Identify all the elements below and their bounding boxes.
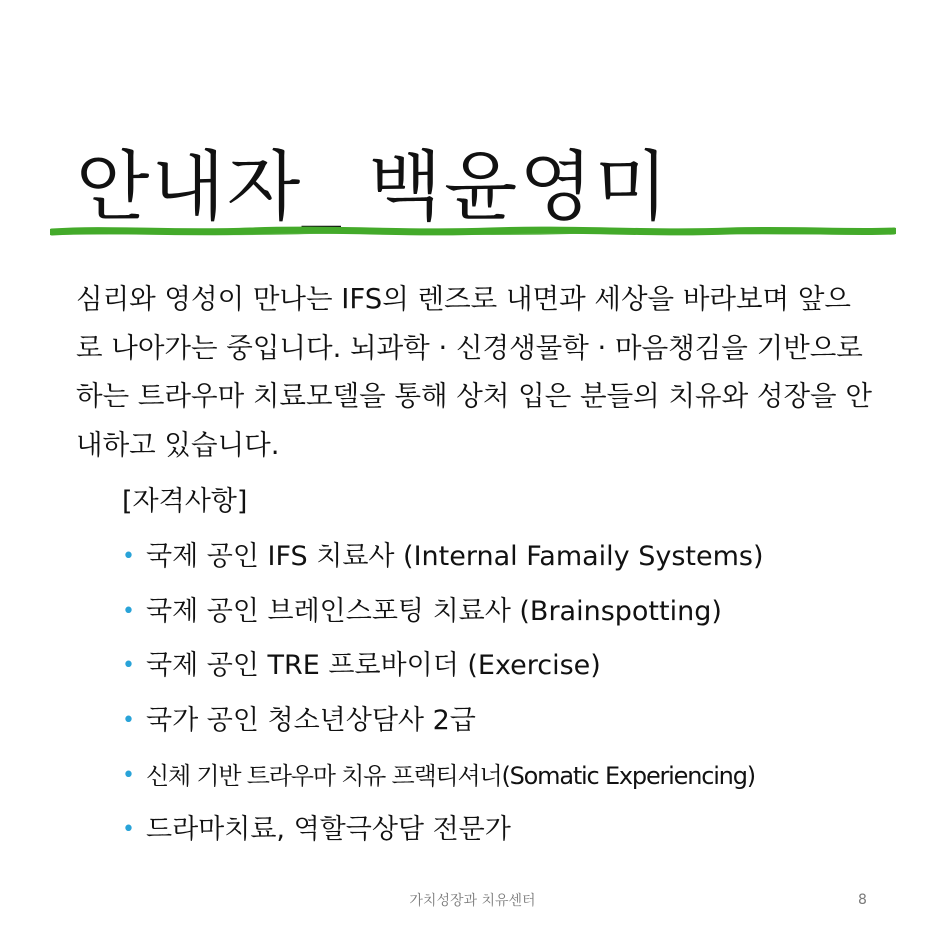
footer-text: 가치성장과 치유센터 (409, 893, 536, 909)
list-item (122, 749, 764, 804)
bullet-icon: • (122, 653, 135, 679)
list-item (122, 585, 764, 640)
list-item (122, 639, 764, 694)
list-item (122, 803, 764, 858)
qualification-text: 국제 공인 IFS 치료사 (Internal Famaily Systems) (146, 541, 764, 572)
qualifications-heading: [자격사항] (122, 486, 248, 517)
bullet-icon: • (122, 817, 135, 843)
list-item (122, 694, 764, 749)
slide-title: 안내자_ 백윤영미 (76, 141, 671, 231)
page-number: 8 (858, 892, 867, 908)
qualification-text: 드라마치료, 역할극상담 전문가 (146, 814, 511, 846)
qualifications-list (122, 530, 764, 858)
list-item (122, 530, 764, 585)
bullet-icon: • (122, 708, 135, 734)
qualification-text: 국제 공인 TRE 프로바이더 (Exercise) (146, 650, 601, 682)
green-brush-divider (50, 222, 896, 242)
intro-paragraph: 심리와 영성이 만나는 IFS의 렌즈로 내면과 세상을 바라보며 앞으로 나아가는 중입니다. 뇌과학 · 신경생물학 · 마음챙김을 기반으로 하는 트라우마 치료모델을 통해 상처 입은 분들의 치유와 성장을 안내하고 있습니다. (76, 283, 872, 461)
bullet-icon: • (122, 598, 135, 624)
bullet-icon: • (122, 762, 135, 788)
qualification-text: 국가 공인 청소년상담사 2급 (146, 705, 476, 737)
qualification-text: 신체 기반 트라우마 치유 프랙티셔너(Somatic Experiencing) (146, 761, 755, 790)
bullet-icon: • (122, 544, 135, 569)
qualification-text: 국제 공인 브레인스포팅 치료사 (Brainspotting) (146, 595, 722, 627)
